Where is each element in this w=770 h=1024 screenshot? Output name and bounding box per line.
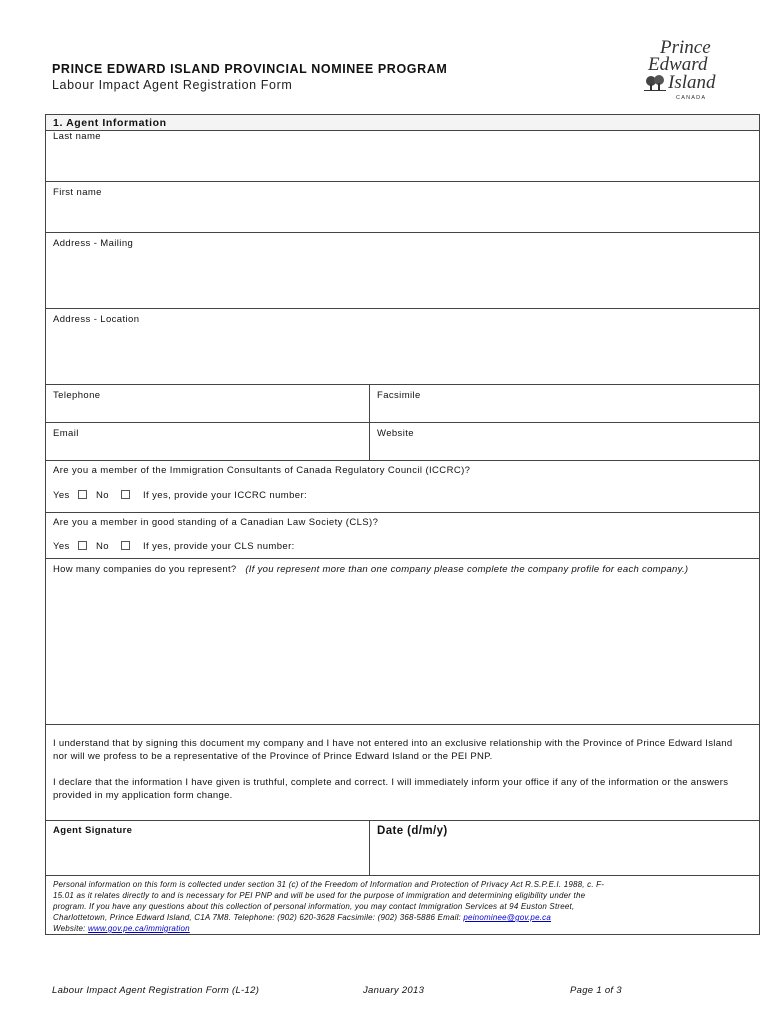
email-website-row [46, 423, 759, 461]
privacy-line-1: Personal information on this form is collected under section 31 (c) of the Freedom of Information and Protection of Privacy Act R.S.P.E.I. 1988, c. F- [53, 880, 605, 889]
facsimile-label: Facsimile [377, 390, 421, 401]
companies-question: How many companies do you represent? [53, 564, 237, 575]
last-name-label: Last name [53, 131, 101, 142]
form-program-title: PRINCE EDWARD ISLAND PROVINCIAL NOMINEE PROGRAM [52, 62, 448, 76]
tree-icon [644, 74, 666, 92]
declaration-exclusive: I understand that by signing this document my company and I have not entered into an exclusive relationship with the Province of Prince Edward Island nor will we profess to be a representative of the Province of Prince Edward Island or the PEI PNP. [53, 738, 733, 762]
last-name-field[interactable] [46, 130, 759, 182]
privacy-notice [46, 876, 759, 934]
section-header [46, 115, 759, 131]
privacy-line-4: Charlottetown, Prince Edward Island, C1A 7M8. Telephone: (902) 620-3628 Facsimile: (902) 368-5886 Email: [53, 913, 464, 922]
privacy-line-3: program. If you have any questions about this collection of personal information, you may contact Immigration Services at 94 Euston Street, [53, 902, 575, 911]
iccrc-number-label: If yes, provide your ICCRC number: [143, 490, 308, 501]
companies-question-text [53, 563, 749, 576]
privacy-email-link[interactable]: peinominee@gov.pe.ca [463, 913, 551, 922]
privacy-text [53, 879, 751, 934]
iccrc-yes-label: Yes [53, 490, 70, 501]
cls-no-label: No [96, 541, 109, 552]
cls-no-checkbox[interactable] [121, 541, 130, 550]
declaration-truthful: I declare that the information I have given is truthful, complete and correct. I will immediately inform your office if any of the information or the answers provided in my application form change. [53, 777, 729, 801]
telephone-fax-row [46, 385, 759, 423]
pei-logo [640, 36, 736, 106]
logo-word-island: Island [668, 72, 716, 93]
privacy-website-link[interactable]: www.gov.pe.ca/immigration [88, 924, 190, 933]
cls-yes-checkbox[interactable] [78, 541, 87, 550]
companies-note: (If you represent more than one company please complete the company profile for each company.) [245, 564, 689, 575]
cls-row [46, 513, 759, 559]
form-subtitle: Labour Impact Agent Registration Form [52, 78, 293, 92]
email-label: Email [53, 428, 79, 439]
website-label: Website [377, 428, 414, 439]
date-label: Date (d/m/y) [377, 825, 448, 837]
first-name-label: First name [53, 187, 102, 198]
logo-word-edward: Edward [648, 54, 708, 75]
iccrc-row [46, 461, 759, 513]
logo-word-prince: Prince [660, 37, 711, 58]
iccrc-yes-checkbox[interactable] [78, 490, 87, 499]
mailing-address-label: Address - Mailing [53, 238, 134, 249]
location-address-field[interactable] [46, 309, 759, 385]
cls-number-label: If yes, provide your CLS number: [143, 541, 295, 552]
footer-date: January 2013 [363, 985, 425, 996]
location-address-label: Address - Location [53, 314, 140, 325]
privacy-line-2: 15.01 as it relates directly to and is necessary for PEI PNP and will be used for the purpose of immigration and determining eligibility under the [53, 891, 586, 900]
agent-registration-form [45, 114, 760, 935]
privacy-website-label: Website: [53, 924, 88, 933]
logo-country: C A N A D A [676, 95, 706, 101]
iccrc-no-label: No [96, 490, 109, 501]
companies-field[interactable] [46, 559, 759, 725]
footer-form-name: Labour Impact Agent Registration Form (L-12) [52, 985, 260, 996]
declaration-row [46, 725, 759, 821]
cls-question: Are you a member in good standing of a Canadian Law Society (CLS)? [53, 517, 379, 528]
first-name-field[interactable] [46, 182, 759, 233]
iccrc-question: Are you a member of the Immigration Consultants of Canada Regulatory Council (ICCRC)? [53, 465, 471, 476]
signature-date-row [46, 821, 759, 876]
section-heading: 1. Agent Information [53, 117, 167, 129]
footer-page-number: Page 1 of 3 [570, 985, 622, 996]
telephone-label: Telephone [53, 390, 101, 401]
iccrc-no-checkbox[interactable] [121, 490, 130, 499]
mailing-address-field[interactable] [46, 233, 759, 309]
cls-yes-label: Yes [53, 541, 70, 552]
agent-signature-label: Agent Signature [53, 825, 133, 836]
